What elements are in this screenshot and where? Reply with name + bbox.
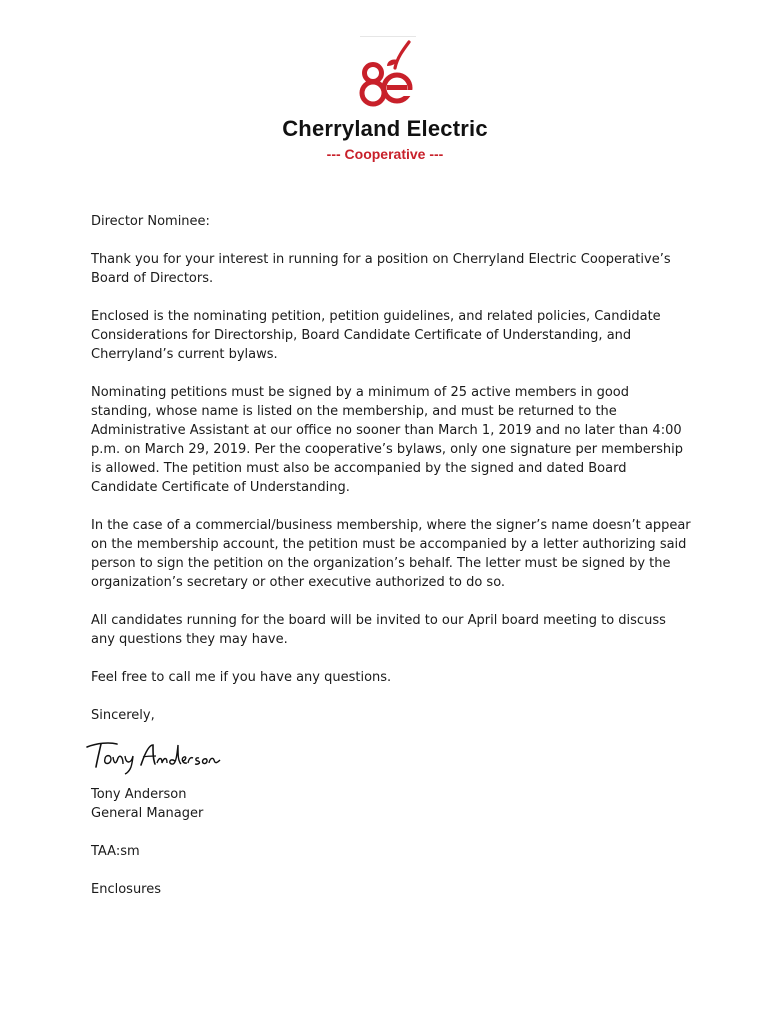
salutation: Director Nominee: xyxy=(91,214,210,229)
logo-top-rule xyxy=(360,36,416,37)
brand-subtitle: --- Cooperative --- xyxy=(326,146,444,162)
paragraph-6: Feel free to call me if you have any questions. xyxy=(91,670,392,685)
paragraph-5: All candidates running for the board will be invited to our April board meeting to discuss any questions they may have. xyxy=(91,613,666,647)
cherry-ce-logo-icon xyxy=(351,38,421,110)
paragraph-2: Enclosed is the nominating petition, petition guidelines, and related policies, Candidate Considerations for Directorship, Board Candidate Certificate of Understanding, and Cherryland’s current bylaws. xyxy=(91,309,661,362)
paragraph-3: Nominating petitions must be signed by a minimum of 25 active members in good standing, whose name is listed on the membership, and must be returned to the Administrative Assistant at our office no sooner than March 1, 2019 and no later than 4:00 p.m. on March 29, 2019. Per the cooperative’s bylaws, only one signature per membership is allowed. The petition must also be accompanied by the signed and dated Board Candidate Certificate of Understanding. xyxy=(91,385,683,495)
initials: TAA:sm xyxy=(91,844,140,859)
brand-name: Cherryland Electric xyxy=(282,116,488,141)
letter-body xyxy=(91,212,691,899)
closing: Sincerely, xyxy=(91,708,155,723)
signer-title: General Manager xyxy=(91,806,204,821)
paragraph-4: In the case of a commercial/business membership, where the signer’s name doesn’t appear on the membership account, the petition must be accompanied by a letter authorizing said person to sign the petition on the organization’s behalf. The letter must be signed by the organization’s secretary or other executive authorized to do so. xyxy=(91,518,691,590)
paragraph-1: Thank you for your interest in running for a position on Cherryland Electric Cooperative’s Board of Directors. xyxy=(91,252,671,286)
handwritten-signature xyxy=(83,737,223,777)
signer-name: Tony Anderson xyxy=(91,787,187,802)
enclosures-note: Enclosures xyxy=(91,882,162,897)
